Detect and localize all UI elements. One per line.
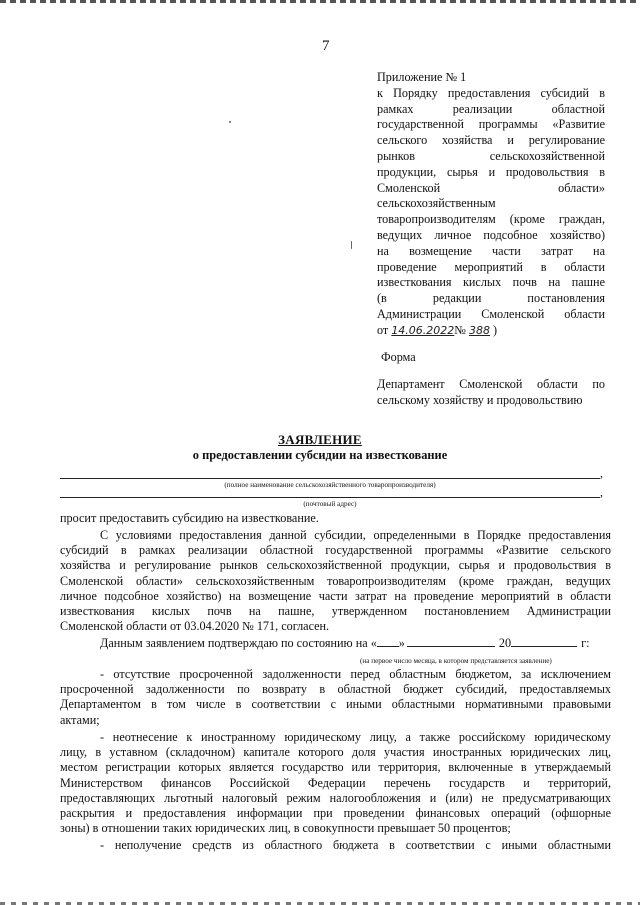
appendix-line: проведение мероприятий в области [377,259,605,274]
item-line: Департаментом в том числе в соответствии с иными областными нормативными правовыми [60,697,611,712]
day-field[interactable] [377,635,399,647]
confirm-quote-close: » [398,636,405,650]
number-sign: № [454,322,466,337]
item-line: актами; [60,712,100,727]
appendix-line: рамках реализации областной [377,101,605,116]
appendix-line: к Порядку предоставления субсидий в [377,85,605,100]
paragraph-line: С условиями предоставления данной субсидии, определенными в Порядке предоставления [100,528,611,542]
address-comma: , [600,485,603,499]
paragraph-conditions [60,528,611,634]
confirm-prefix: Данным заявлением подтверждаю по состоянию на « [100,636,377,650]
postal-address-caption: (почтовый адрес) [303,500,357,508]
document-title: ЗАЯВЛЕНИЕ [278,432,362,447]
item-foreign-entity [60,730,611,836]
item-line: - неотнесение к иностранному юридическому лицу, а также российскому юридическому [100,730,611,744]
applicant-name-field[interactable] [60,478,600,479]
appendix-line: сельскохозяйственным [377,196,496,211]
item-line: лицу, в уставном (складочном) капитале которого доля участия иностранных юридических лиц, [60,745,611,760]
appendix-block [377,70,605,339]
department-addressee: Департамент Смоленской области по сельскому хозяйству и продовольствию [377,377,605,407]
confirm-note: (на первое число месяца, в котором представляется заявление) [360,657,552,665]
item-line: - неполучение средств из областного бюджета в соответствии с иными областными [100,838,611,852]
form-label: Форма [381,350,416,364]
paragraph-line: Смоленской области от 03.04.2020 № 171, согласен. [60,619,330,634]
appendix-line: (в редакции постановления [377,291,605,306]
appendix-line: ведущих личное подсобное хозяйство) [377,227,605,242]
appendix-line: сельского хозяйства и регулирование [377,133,605,148]
item-other-funds [60,838,611,853]
paragraph-line: Смоленской области» сельскохозяйственным товаропроизводителям (кроме граждан, ведущих [60,573,611,588]
paragraph-line: хозяйства и регулирование рынков сельскохозяйственной продукции, сырья и продовольствия в [60,558,611,573]
closing-paren: ) [493,322,498,337]
item-line: Министерством финансов Российской Федерации перечень государств и территорий, [60,775,611,790]
month-field[interactable] [407,635,495,647]
paragraph-line: личное подсобное хозяйство) на возмещение части затрат на проведение мероприятий в области [60,588,611,603]
item-line: просроченной задолженности по возврату в областной бюджет субсидий, предоставляемых [60,682,611,697]
appendix-line: государственной программы «Развитие [377,117,605,132]
confirm-suffix: г: [581,636,590,650]
handwritten-number: 388 [468,323,490,337]
body-line-request [60,511,611,526]
item-line: местом регистрации которых является государство или территория, включенные в утверждаемый [60,760,611,775]
item-line: раскрытия и предоставления информации при проведении финансовых операций (офшорные [60,806,611,821]
confirm-year-prefix: 20 [498,636,512,650]
appendix-line: на возмещение части затрат на [377,243,605,258]
paragraph-line: субсидий в рамках реализации областной государственной программы «Развитие сельского [60,543,611,558]
request-text: просит предоставить субсидию на известкование. [60,511,319,525]
paragraph-line: известкования кислых почв на пашне, утвержденном постановлением Администрации [60,604,611,619]
scan-speck [229,121,231,123]
date-prefix: от [377,322,389,337]
appendix-line: Смоленской области» [377,180,605,195]
appendix-line: продукции, сырья и продовольствия в [377,164,605,179]
handwritten-date: 14.06.2022 [391,323,455,337]
appendix-line: рынков сельскохозяйственной [377,148,605,163]
item-debt [60,667,611,728]
appendix-line: товаропроизводителям (кроме граждан, [377,212,605,227]
appendix-line: Приложение № 1 [377,70,467,84]
confirm-date-row [60,635,611,651]
page-number: 7 [322,38,330,54]
postal-address-field[interactable] [60,497,600,498]
item-line: - отсутствие просроченной задолженности перед областным бюджетом, за исключением [100,667,611,681]
applicant-name-caption: (полное наименование сельскохозяйственного товаропроизводителя) [224,481,436,489]
appendix-date-line [377,323,605,339]
year-field[interactable] [511,635,577,647]
item-line: зоны) в отношении таких юридических лиц, в совокупности превышает 50 процентов; [60,821,511,836]
document-subtitle: о предоставлении субсидии на известкование [192,448,448,462]
appendix-line: известкования кислых почв на пашне [377,275,605,290]
scan-speck [351,241,352,249]
name-comma: , [600,466,603,480]
appendix-line: Администрации Смоленской области [377,306,605,321]
item-line: предоставляющих льготный налоговый режим налогообложения и (или) не предусматривающих [60,790,611,805]
scan-top-edge [0,0,640,3]
